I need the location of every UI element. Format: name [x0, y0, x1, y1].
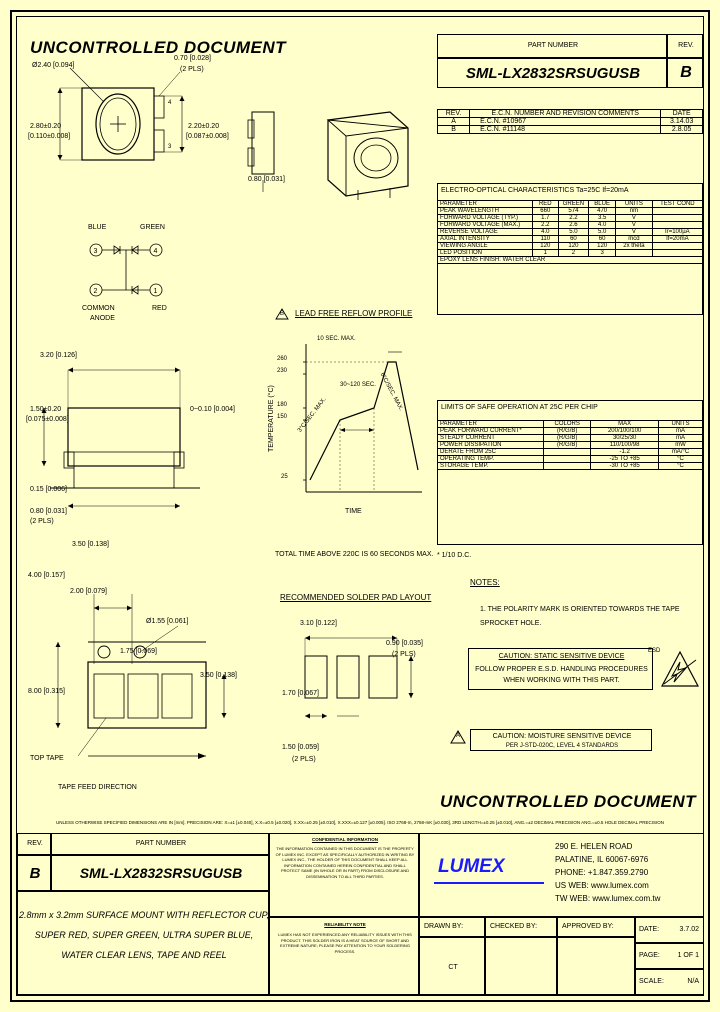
pad-dim-height: 1.70 [0.067]: [282, 690, 319, 697]
reflow-ann-ramp-down: 6°C/SEC. MAX.: [378, 372, 404, 412]
dim-800: 8.00 [0.315]: [28, 688, 65, 695]
date-cell: DATE: 3.7.02: [635, 917, 704, 943]
esd-symbol-icon: [660, 650, 700, 692]
footer-pn-label-cell: PART NUMBER: [51, 833, 269, 855]
dim-220-inch: [0.087±0.008]: [186, 133, 229, 140]
dim-150-inch: [0.075±0.008]: [26, 416, 69, 423]
safe-operation-footnote: * 1/10 D.C.: [437, 552, 472, 559]
reflow-ylabel: TEMPERATURE (°C): [268, 385, 275, 452]
iso-view-drawing: [240, 100, 420, 210]
confidential-cell: CONFIDENTIAL INFORMATION THE INFORMATION CONTAINED IN THIS DOCUMENT IS THE PROPERTY OF LUMEX INC. EXCEPT AS SPECIFICALLY AUTHORIZED IN WRITING BY LUMEX INC., THE HOLDER OF THIS DOCUMENT SHALL KEEP ALL INFORMATION CONTAINED HEREIN CONFIDENTIAL AND SHALL PROTECT SAME (IN WHOLE OR IN PART) FROM DISCLOSURE AND DISSEMINATION TO ALL THIRD PARTIES.: [269, 833, 419, 917]
pad-dim-bottom: 1.50 [0.059]: [282, 744, 319, 751]
reflow-note: TOTAL TIME ABOVE 220C IS 60 SECONDS MAX.: [275, 551, 434, 558]
reflow-flag-letter: B: [279, 311, 284, 317]
table-row: A E.C.N. #10967 3.14.03: [438, 118, 703, 126]
notes-title: NOTES:: [470, 578, 500, 587]
dim-015: 0.15 [0.006]: [30, 486, 67, 493]
footer-description-cell: 2.8mm x 3.2mm SURFACE MOUNT WITH REFLECTOR CUP, SUPER RED, SUPER GREEN, ULTRA SUPER BLUE, WATER CLEAR LENS, TAPE AND REEL: [17, 891, 269, 995]
schematic-label-common: COMMON: [82, 305, 115, 312]
dim-155: Ø1.55 [0.061]: [146, 618, 189, 625]
table-row: VIEWING ANGLE 120 120 120 2x theta: [438, 243, 703, 250]
dim-070: 0.70 [0.028]: [174, 55, 211, 62]
svg-text:4: 4: [168, 100, 172, 106]
revision-table: [437, 109, 703, 134]
reflow-xlabel: TIME: [345, 508, 362, 515]
dim-220: 2.20±0.20: [188, 123, 220, 130]
svg-text:3: 3: [168, 144, 172, 150]
dim-350-side: 3.50 [0.138]: [72, 541, 109, 548]
dim-320: 3.20 [0.126]: [40, 352, 77, 359]
table-row: DERATE FROM 25C -1.2 mA/°C: [438, 449, 703, 456]
table-row: FORWARD VOLTAGE (TYP.) 1.7 2.2 3.5 V: [438, 215, 703, 222]
reflow-title: LEAD FREE REFLOW PROFILE: [295, 309, 413, 318]
table-row: EPOXY LENS FINISH: WATER CLEAR: [438, 257, 703, 264]
reflow-ytick-25: 25: [281, 474, 288, 480]
approved-by-value-cell: [557, 937, 635, 995]
reflow-ann-peak: 10 SEC. MAX.: [317, 336, 356, 342]
electro-optical-table: PARAMETER RED GREEN BLUE UNITS TEST COND PEAK WAVELENGTH 660 574 470 nm FORWARD VOLTAGE (TYP.) 1.7 2.2 3.5 V FORWARD VOLTAGE (MAX.) 2.2 2.6 4.0 V REVERSE VOLTAGE 4.0 5.0 5.0 V Ir=100µA AXIAL INTENSITY 110 60 60 mcd If=20mA VIEWING ANGLE 120 120 120 2x theta LED POSITION 1 2 3 EPOXY LENS FINISH: WATER CLEAR: [437, 200, 703, 264]
reliability-cell: RELIABILITY NOTE LUMEX HAS NOT EXPERIENCED ANY RELIABILITY ISSUES WITH THIS PRODUCT. THIS SOLDER IRON IS A HEAT SOURCE OF SHORT AND EXTREME NATURE; PLEASE PAY ATTENTION TO YOUR SOLDERING PROCESS.: [269, 917, 419, 995]
table-row: STEADY CURRENT (R/G/B) 30/25/30 mA: [438, 435, 703, 442]
dim-diameter: Ø2.40 [0.094]: [32, 62, 75, 69]
table-row: STORAGE TEMP. -30 TO +85 °C: [438, 463, 703, 470]
notes-item: 1. THE POLARITY MARK IS ORIENTED TOWARDS THE TAPE SPROCKET HOLE.: [480, 606, 680, 627]
schematic-label-green: GREEN: [140, 224, 165, 231]
table-row: FORWARD VOLTAGE (MAX.) 2.2 2.6 4.0 V: [438, 222, 703, 229]
pad-dim-right-qty: (2 PLS): [392, 651, 416, 658]
logo-underline: [434, 882, 544, 884]
moisture-caution-box: CAUTION: MOISTURE SENSITIVE DEVICE PER J-STD-020C, LEVEL 4 STANDARDS: [470, 729, 652, 751]
table-row: OPERATING TEMP. -25 TO +85 °C: [438, 456, 703, 463]
reflow-chart: [270, 330, 430, 520]
table-row: REVERSE VOLTAGE 4.0 5.0 5.0 V Ir=100µA: [438, 229, 703, 236]
dim-280-inch: [0.110±0.008]: [28, 133, 71, 140]
reflow-ann-ramp-up: 3°C/SEC. MAX.: [297, 396, 328, 434]
footer-pn-value-cell: SML-LX2832SRSUGUSB: [51, 855, 269, 891]
drawn-by-label-cell: DRAWN BY:: [419, 917, 485, 937]
date-col-header: DATE: [661, 110, 703, 118]
company-cell: LUMEX 290 E. HELEN ROAD PALATINE, IL 60067-6976 PHONE: +1.847.359.2790 US WEB: www.lumex.com TW WEB: www.lumex.com.tw: [419, 833, 704, 917]
rev-value-cell: B: [667, 58, 703, 88]
dim-010: 0~0.10 [0.004]: [190, 406, 235, 413]
table-row: AXIAL INTENSITY 110 60 60 mcd If=20mA: [438, 236, 703, 243]
solder-pad-drawing: [285, 616, 455, 746]
svg-text:4: 4: [153, 248, 158, 255]
schematic-label-red: RED: [152, 305, 167, 312]
electro-optical-title: ELECTRO-OPTICAL CHARACTERISTICS Ta=25C If=20mA: [441, 187, 629, 194]
footer-rev-value-cell: B: [17, 855, 51, 891]
tolerance-note: UNLESS OTHERWISE SPECIFIED DIMENSIONS ARE IN [mm]. PRECISION ARE: X=±1 [±0.040], X.X=±0.5 [±0.020], X.XX=±0.25 [±0.010], X.XXX=±0.127 [±0.005]. ISO 2768-m, 2768-mK [±0.030], 3RD LENGTH=±0.25 [±0.010], ANG.=±2 DECIMAL PRECISION ANG.=±0.5 HOLE DECIMAL PRECISION: [55, 820, 665, 825]
lumex-logo: LUMEX: [438, 856, 505, 877]
moisture-flag-letter: A: [455, 733, 460, 739]
pad-dim-bottom-qty: (2 PLS): [292, 756, 316, 763]
drawn-by-value-cell: CT: [419, 937, 485, 995]
watermark-bottom: UNCONTROLLED DOCUMENT: [440, 792, 697, 811]
table-row: PEAK FORWARD CURRENT* (R/G/B) 200/100/100 mA: [438, 428, 703, 435]
solder-pad-title: RECOMMENDED SOLDER PAD LAYOUT: [280, 593, 432, 602]
pad-dim-right: 0.90 [0.035]: [386, 640, 423, 647]
dim-150: 1.50±0.20: [30, 406, 62, 413]
schematic-label-blue: BLUE: [88, 224, 107, 231]
svg-text:1: 1: [153, 288, 158, 295]
label-top-tape: TOP TAPE: [30, 755, 64, 762]
dim-350-tape: 3.50 [0.138]: [200, 672, 237, 679]
approved-by-label-cell: APPROVED BY:: [557, 917, 635, 937]
scale-cell: SCALE: N/A: [635, 969, 704, 995]
pad-dim-width: 3.10 [0.122]: [300, 620, 337, 627]
dim-070-qty: (2 PLS): [180, 66, 204, 73]
reflow-ytick-260: 260: [277, 356, 288, 362]
dim-200: 2.00 [0.079]: [70, 588, 107, 595]
esd-symbol-label: ESD: [648, 648, 661, 654]
dim-080-qty: (2 PLS): [30, 518, 54, 525]
schematic-label-anode: ANODE: [90, 315, 115, 322]
footer-rev-label-cell: REV.: [17, 833, 51, 855]
dim-080-side: 0.80 [0.031]: [30, 508, 67, 515]
table-row: B E.C.N. #11148 2.8.05: [438, 126, 703, 134]
page-cell: PAGE: 1 OF 1: [635, 943, 704, 969]
watermark-top: UNCONTROLLED DOCUMENT: [30, 38, 287, 57]
svg-text:2: 2: [93, 288, 98, 295]
table-row: LED POSITION 1 2 3: [438, 250, 703, 257]
dim-080-top: 0.80 [0.031]: [248, 176, 285, 183]
checked-by-value-cell: [485, 937, 557, 995]
reflow-ann-soak: 30~120 SEC.: [340, 382, 376, 388]
table-row: PEAK WAVELENGTH 660 574 470 nm: [438, 208, 703, 215]
rev-col-header: REV.: [438, 110, 470, 118]
dim-400: 4.00 [0.157]: [28, 572, 65, 579]
reflow-ytick-180: 180: [277, 402, 288, 408]
esd-caution-box: CAUTION: STATIC SENSITIVE DEVICE FOLLOW PROPER E.S.D. HANDLING PROCEDURES WHEN WORKING WITH THIS PART.: [468, 648, 653, 690]
ecn-col-header: E.C.N. NUMBER AND REVISION COMMENTS: [470, 110, 661, 118]
reflow-ytick-150: 150: [277, 414, 288, 420]
safe-operation-title: LIMITS OF SAFE OPERATION AT 25C PER CHIP: [441, 404, 598, 411]
svg-text:3: 3: [93, 248, 98, 255]
checked-by-label-cell: CHECKED BY:: [485, 917, 557, 937]
part-number-label-cell: PART NUMBER: [437, 34, 667, 58]
dim-175: 1.75 [0.069]: [120, 648, 157, 655]
safe-operation-table: PARAMETER COLORS MAX UNITS PEAK FORWARD CURRENT* (R/G/B) 200/100/100 mA STEADY CURRENT (R/G/B) 30/25/30 mA POWER DISSIPATION (R/G/B) 110/100/98 mW DERATE FROM 25C -1.2 mA/°C OPERATING TEMP. -25 TO +85 °C STORAGE TEMP. -30 TO +85 °C: [437, 420, 703, 470]
table-row: POWER DISSIPATION (R/G/B) 110/100/98 mW: [438, 442, 703, 449]
reflow-ytick-230: 230: [277, 368, 288, 374]
label-tape-feed: TAPE FEED DIRECTION: [58, 784, 137, 791]
rev-label-cell: REV.: [667, 34, 703, 58]
dim-280: 2.80±0.20: [30, 123, 62, 130]
part-number-value-cell: SML-LX2832SRSUGUSB: [437, 58, 667, 88]
